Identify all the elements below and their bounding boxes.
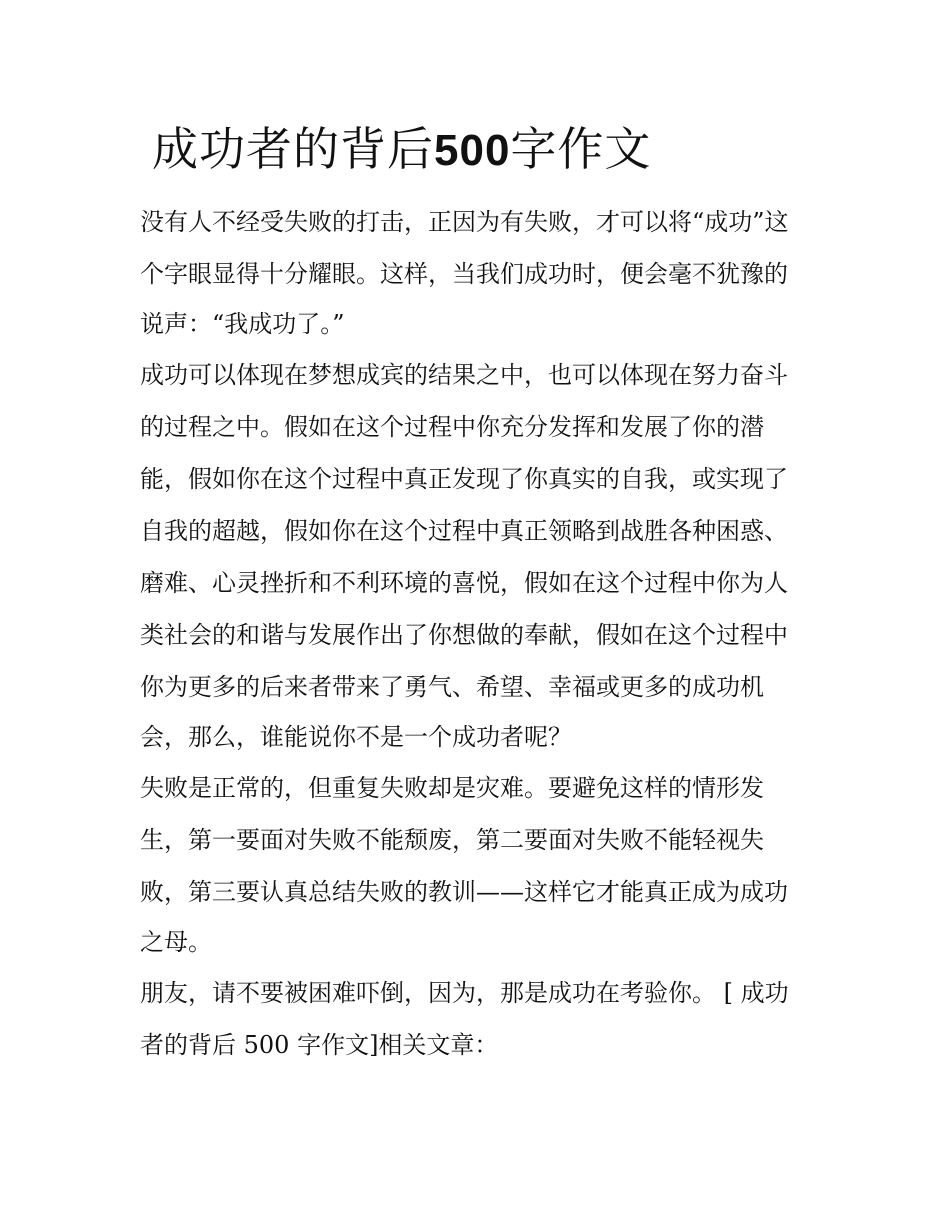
paragraph-1 [140,196,812,349]
text-line: 生，第一要面对失败不能颓废，第二要面对失败不能轻视失 [140,826,764,854]
text-line: 磨难、心灵挫折和不利环境的喜悦，假如在这个过程中你为人 [140,569,788,597]
text-line: 朋友，请不要被困难吓倒，因为，那是成功在考验你。 [ 成功 [140,979,789,1007]
text-line: 类社会的和谐与发展作出了你想做的奉献，假如在这个过程中 [140,621,788,649]
text-line: 者的背后 500 字作文]相关文章： [140,1031,499,1059]
title-prefix: 成功者的背后 [152,122,434,176]
paragraph-2 [140,349,812,762]
text-line: 没有人不经受失败的打击，正因为有失败，才可以将“成功”这 [140,208,789,236]
paragraph-3 [140,762,812,967]
document-body [140,196,812,1071]
text-line: 个字眼显得十分耀眼。这样，当我们成功时，便会毫不犹豫的 [140,260,788,288]
title-suffix: 字作文 [510,122,652,176]
text-line: 会，那么，谁能说你不是一个成功者呢？ [140,723,572,751]
text-line: 你为更多的后来者带来了勇气、希望、幸福或更多的成功机 [140,673,764,701]
text-line: 能，假如你在这个过程中真正发现了你真实的自我，或实现了 [140,465,788,493]
document-title [152,118,651,182]
text-line: 失败是正常的，但重复失败却是灾难。要避免这样的情形发 [140,774,764,802]
text-line: 败，第三要认真总结失败的教训——这样它才能真正成为成功 [140,878,788,906]
title-number: 500 [434,126,511,175]
text-line: 的过程之中。假如在这个过程中你充分发挥和发展了你的潜 [140,413,764,441]
text-line: 之母。 [140,928,212,956]
text-line: 成功可以体现在梦想成宾的结果之中，也可以体现在努力奋斗 [140,361,788,389]
paragraph-4 [140,967,812,1071]
text-line: 自我的超越，假如你在这个过程中真正领略到战胜各种困惑、 [140,517,788,545]
text-line: 说声：“我成功了。” [140,310,345,338]
